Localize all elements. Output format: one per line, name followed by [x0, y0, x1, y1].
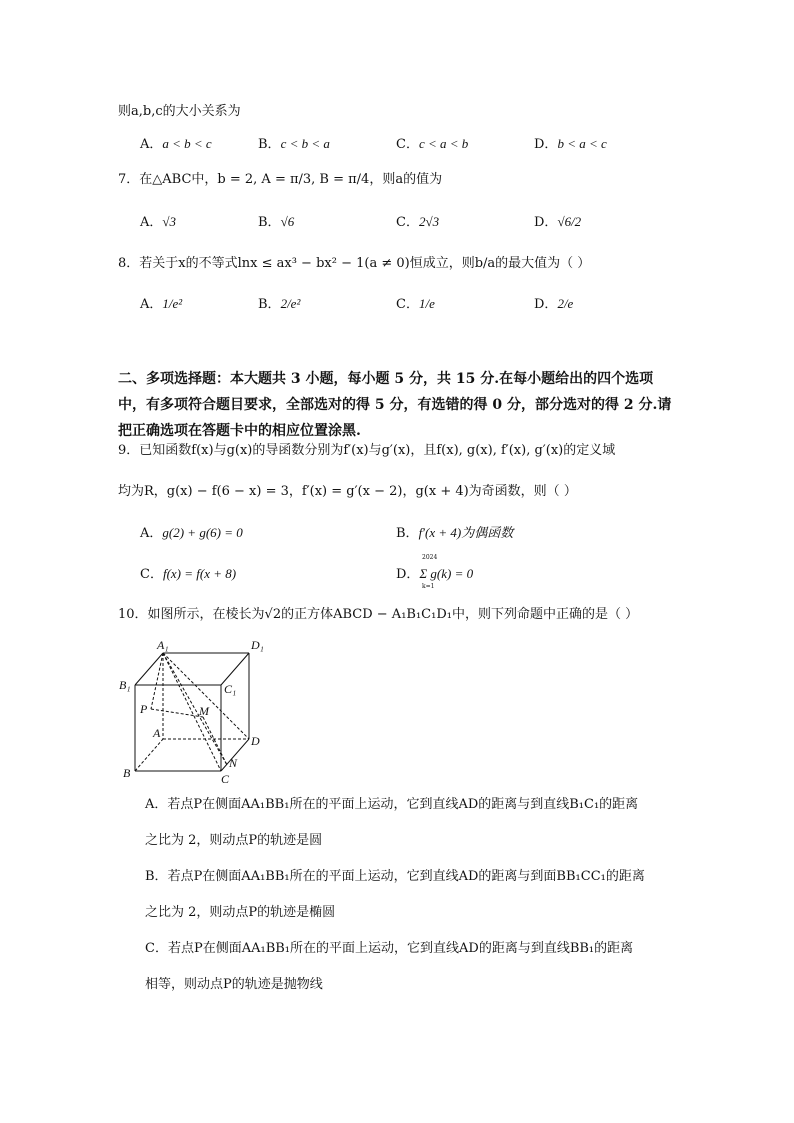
q7-stem: 7．在△ABC中，b = 2, A = π/3, B = π/4，则a的值为	[118, 172, 443, 187]
edge-b1-a1	[135, 653, 163, 685]
q8-option-a: A．1/e²	[140, 296, 183, 312]
label-m: M	[199, 704, 209, 718]
label-a: A	[153, 726, 161, 740]
q10-option-a-line-1: A．若点P在侧面AA₁BB₁所在的平面上运动，它到直线AD的距离与到直线B₁C₁的距离	[145, 797, 639, 812]
q8-stem: 8．若关于x的不等式lnx ≤ ax³ − bx² − 1(a ≠ 0)恒成立，则b/a的最大值为（ ）	[118, 256, 591, 271]
q9-option-c: C．f(x) = f(x + 8)	[140, 566, 237, 582]
label-p: P	[140, 702, 148, 716]
label-c1: C₁	[224, 682, 237, 696]
segment-a1-p	[151, 653, 163, 709]
q7-option-b: B．√6	[258, 214, 295, 230]
q6-option-d: D．b < a < c	[534, 136, 607, 152]
q8-option-c: C．1/e	[396, 296, 435, 312]
label-c: C	[221, 772, 230, 785]
edge-c1-d1	[221, 653, 249, 685]
q6-option-b: B．c < b < a	[258, 136, 330, 152]
q8-option-d: D．2/e	[534, 296, 574, 312]
cube-figure	[115, 635, 275, 785]
q10-option-c-line-1: C．若点P在侧面AA₁BB₁所在的平面上运动，它到直线AD的距离与到直线BB₁的距离	[145, 941, 634, 956]
q9-sum-lower: k=1	[422, 583, 435, 590]
q9-stem-line-1: 9．已知函数f(x)与g(x)的导函数分别为f′(x)与g′(x)，且f(x), g(x), f′(x), g′(x)的定义域	[118, 443, 616, 458]
label-n: N	[229, 756, 238, 770]
q7-option-a: A．√3	[140, 214, 177, 230]
q10-option-a-line-2: 之比为 2，则动点P的轨迹是圆	[145, 833, 323, 848]
q9-option-d: D．Σ g(k) = 0	[396, 566, 474, 582]
section-2-heading: 二、多项选择题：本大题共 3 小题，每小题 5 分，共 15 分.在每小题给出的四个选项中，有多项符合题目要求，全部选对的得 5 分，有选错的得 0 分，部分选对的得 2 分.请把正确选项在答题卡中的相应位置涂黑.	[118, 371, 672, 439]
q7-option-d: D．√6/2	[534, 214, 582, 230]
q8-option-b: B．2/e²	[258, 296, 301, 312]
segment-a1-d	[163, 653, 249, 739]
q6-tail-text: 则a,b,c的大小关系为	[118, 104, 241, 119]
q10-option-c-line-2: 相等，则动点P的轨迹是抛物线	[145, 977, 323, 992]
q10-option-b-line-2: 之比为 2，则动点P的轨迹是椭圆	[145, 905, 336, 920]
q9-stem-line-2: 均为R，g(x) − f(6 − x) = 3，f′(x) = g′(x − 2)，g(x + 4)为奇函数，则（ ）	[118, 484, 577, 499]
label-d: D	[251, 734, 260, 748]
label-a1: A₁	[157, 638, 169, 652]
label-d1: D₁	[251, 638, 264, 652]
edge-b-a-hidden	[135, 739, 163, 771]
label-b1: B₁	[119, 678, 131, 692]
segment-a1-n	[163, 653, 227, 765]
q7-option-c: C．2√3	[396, 214, 440, 230]
q6-option-c: C．c < a < b	[396, 136, 469, 152]
q6-option-a: A．a < b < c	[140, 136, 212, 152]
label-b: B	[123, 766, 131, 780]
q10-option-b-line-1: B．若点P在侧面AA₁BB₁所在的平面上运动，它到直线AD的距离与到面BB₁CC₁的距离	[145, 869, 645, 884]
q9-sum-upper: 2024	[422, 554, 438, 561]
q10-stem: 10．如图所示，在棱长为√2的正方体ABCD − A₁B₁C₁D₁中，则下列命题中正确的是（ ）	[118, 607, 639, 622]
q9-option-a: A．g(2) + g(6) = 0	[140, 525, 243, 541]
q9-option-b: B．f′(x + 4)为偶函数	[396, 525, 514, 541]
